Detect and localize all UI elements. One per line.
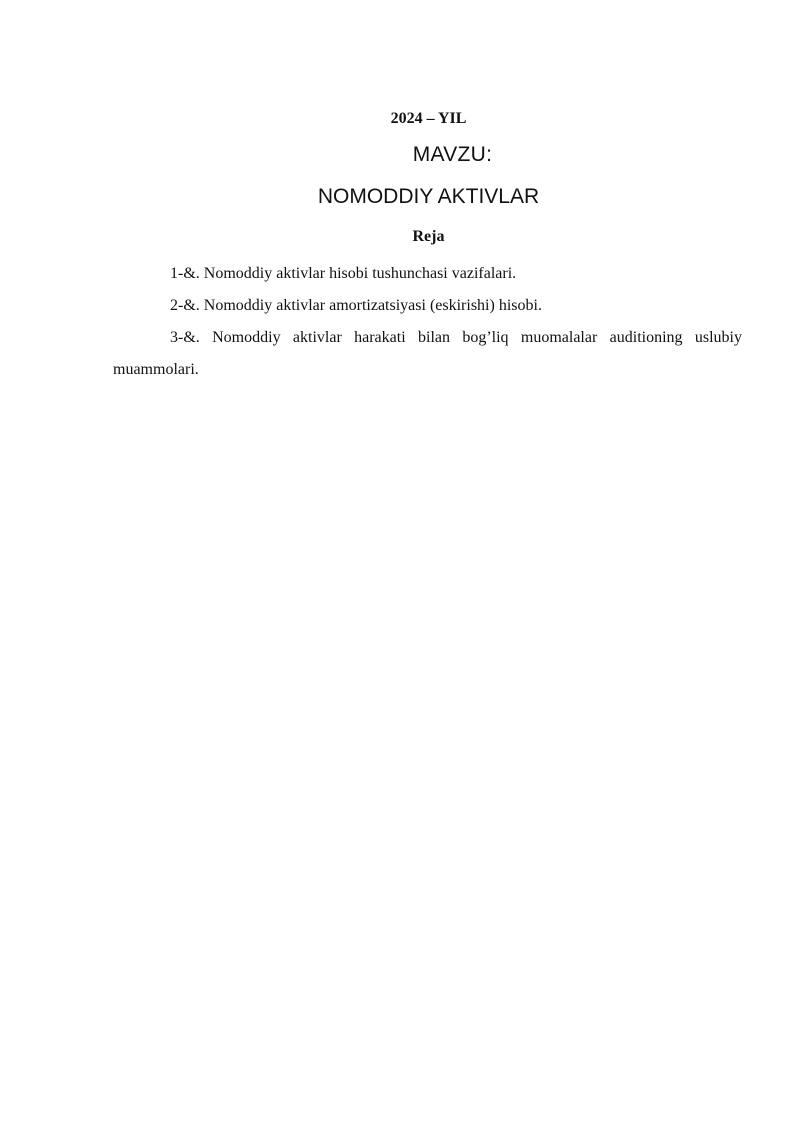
plan-list (113, 258, 742, 386)
plan-item: 1-&. Nomoddiy aktivlar hisobi tushunchasi vazifalari. (170, 265, 517, 282)
plan-heading: Reja (412, 228, 445, 245)
topic-label: MAVZU: (412, 143, 493, 166)
year-heading: 2024 – YIL (390, 110, 467, 127)
topic-title: NOMODDIY AKTIVLAR (317, 185, 540, 208)
plan-item: 2-&. Nomoddiy aktivlar amortizatsiyasi (eskirishi) hisobi. (170, 297, 542, 314)
plan-item: 3-&. Nomoddiy aktivlar harakati bilan bog’liq muomalalar auditioning uslubiy muammolari. (113, 329, 742, 378)
